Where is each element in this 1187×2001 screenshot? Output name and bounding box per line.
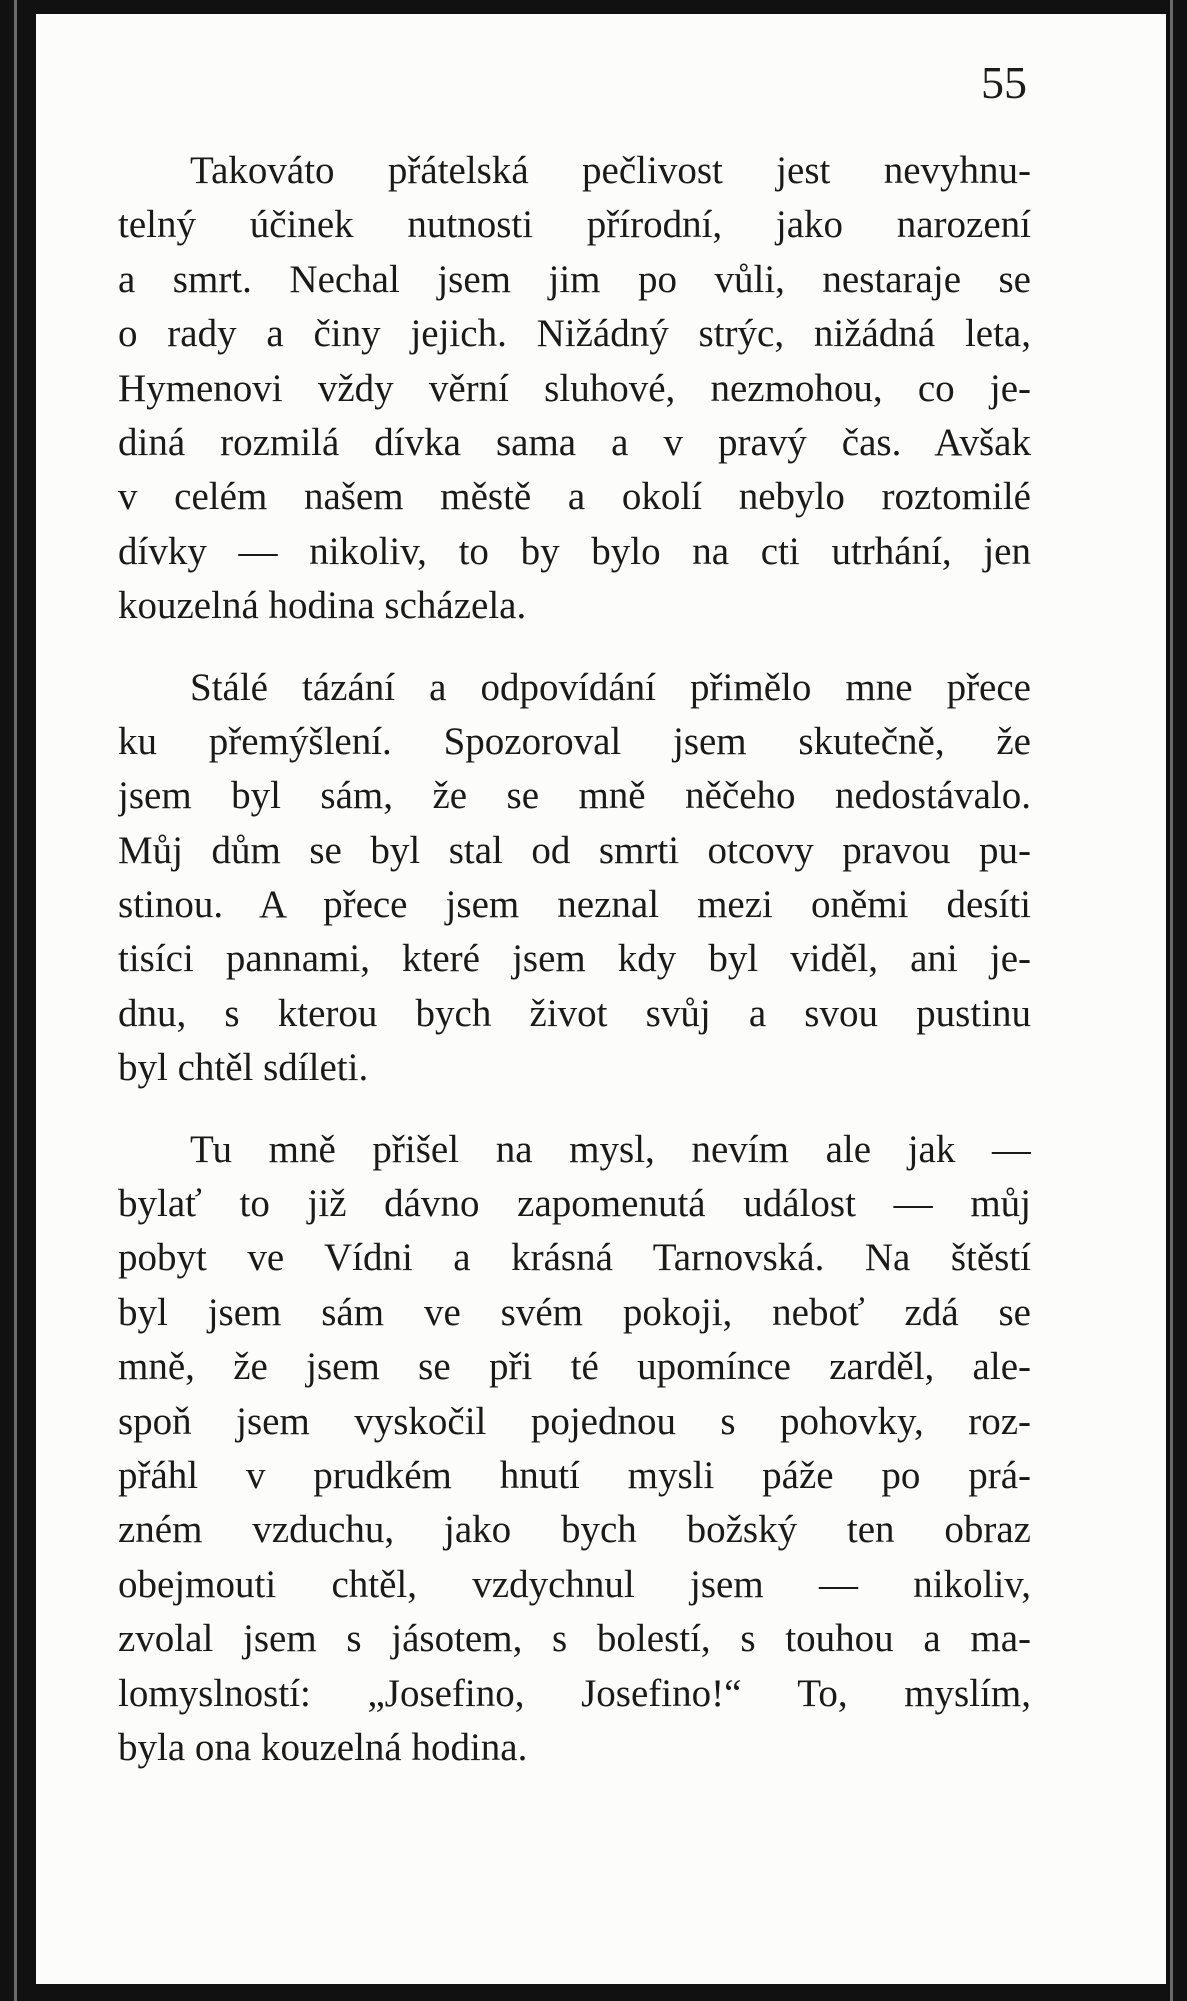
text-line: lomyslností: „Josefino, Josefino!“ To, myslím,: [118, 1671, 1031, 1715]
text-line: telný účinek nutnosti přírodní, jako narození: [118, 203, 1031, 247]
paragraph-1: [118, 144, 1031, 634]
text-line: Tu mně přišel na mysl, nevím ale jak —: [190, 1127, 1031, 1171]
page-number: 55: [981, 57, 1027, 108]
text-line: zném vzduchu, jako bych božský ten obraz: [118, 1508, 1031, 1552]
text-line: bylať to již dávno zapomenutá událost — můj: [118, 1182, 1031, 1226]
text-line: byl jsem sám ve svém pokoji, neboť zdá se: [118, 1290, 1031, 1334]
text-line: byl chtěl sdíleti.: [118, 1046, 369, 1090]
text-line: dnu, s kterou bych život svůj a svou pustinu: [118, 991, 1031, 1035]
body-text: [118, 144, 1031, 1775]
text-line: Stálé tázání a odpovídání přimělo mne přece: [190, 665, 1031, 709]
text-line: v celém našem městě a okolí nebylo roztomilé: [118, 475, 1031, 519]
text-line: diná rozmilá dívka sama a v pravý čas. Avšak: [118, 420, 1031, 464]
text-line: Hymenovi vždy věrní sluhové, nezmohou, co je-: [118, 366, 1031, 410]
text-line: a smrt. Nechal jsem jim po vůli, nestaraje se: [118, 257, 1031, 301]
text-line: obejmouti chtěl, vzdychnul jsem — nikoliv,: [118, 1562, 1031, 1606]
text-line: ku přemýšlení. Spozoroval jsem skutečně, že: [118, 719, 1031, 763]
text-line: byla ona kouzelná hodina.: [118, 1725, 528, 1769]
binding-edge-right: [1170, 0, 1173, 2001]
paragraph-3: [118, 1123, 1031, 1776]
text-line: stinou. A přece jsem neznal mezi oněmi desíti: [118, 883, 1031, 927]
text-line: Můj dům se byl stal od smrti otcovy pravou pu-: [118, 828, 1031, 872]
text-line: spoň jsem vyskočil pojednou s pohovky, roz-: [118, 1399, 1031, 1443]
text-line: pobyt ve Vídni a krásná Tarnovská. Na štěstí: [118, 1236, 1031, 1280]
binding-edge-left: [14, 0, 17, 2001]
paragraph-2: [118, 661, 1031, 1096]
text-line: mně, že jsem se při té upomínce zarděl, ale-: [118, 1345, 1031, 1389]
text-line: o rady a činy jejich. Nižádný strýc, nižádná leta,: [118, 312, 1031, 356]
text-line: jsem byl sám, že se mně něčeho nedostávalo.: [118, 774, 1031, 818]
text-line: Takováto přátelská pečlivost jest nevyhnu-: [190, 149, 1031, 192]
text-line: kouzelná hodina scházela.: [118, 584, 527, 628]
text-line: dívky — nikoliv, to by bylo na cti utrhání, jen: [118, 529, 1031, 573]
text-line: tisíci pannami, které jsem kdy byl viděl, ani je-: [118, 937, 1031, 981]
text-line: zvolal jsem s jásotem, s bolestí, s touhou a ma-: [118, 1617, 1031, 1661]
text-line: přáhl v prudkém hnutí mysli páže po prá-: [118, 1453, 1031, 1497]
